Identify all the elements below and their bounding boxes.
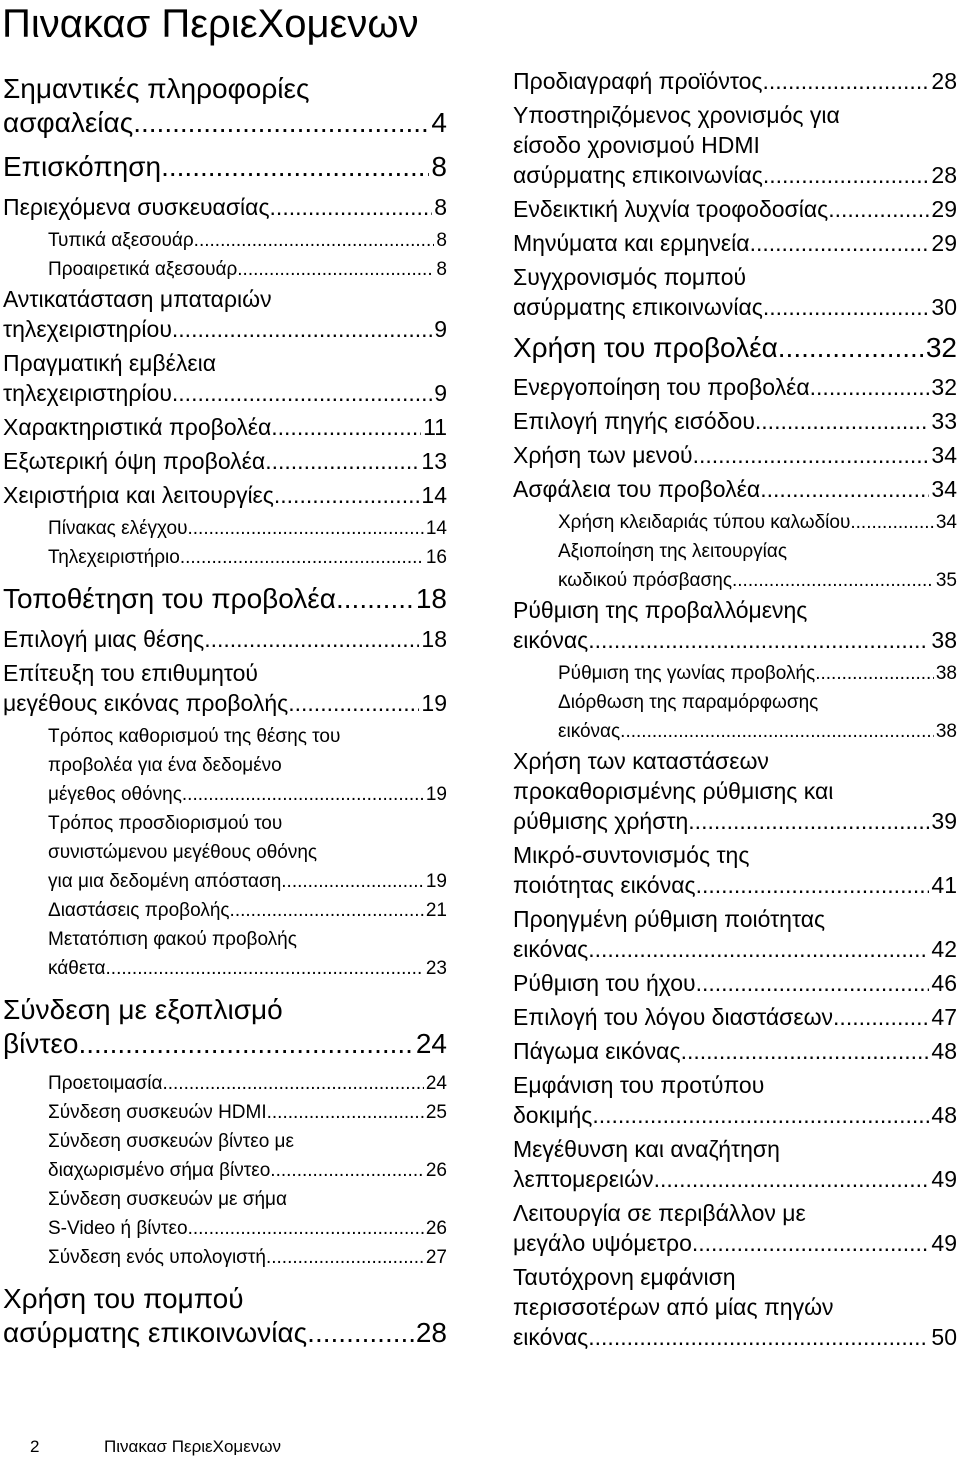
toc-entry-text: εικόνας <box>513 1324 589 1350</box>
toc-entry-text: Τρόπος καθορισμού της θέσης του <box>48 726 341 747</box>
toc-entry[interactable] <box>513 508 957 537</box>
toc-entry-text: Διαστάσεις προβολής <box>48 900 230 921</box>
toc-page-number: 32 <box>925 332 957 363</box>
toc-page-number: 26 <box>425 1218 447 1239</box>
toc-entry[interactable] <box>513 1198 957 1258</box>
toc-entry-text: Χειριστήρια και λειτουργίες <box>3 482 274 508</box>
toc-page-number: 13 <box>421 448 447 474</box>
dot-leader <box>274 480 420 510</box>
toc-page-number: 47 <box>931 1004 957 1030</box>
dot-leader <box>681 1036 930 1066</box>
dot-leader <box>762 66 929 96</box>
toc-entry[interactable] <box>3 284 447 344</box>
toc-entry-text: εικόνας <box>513 627 589 653</box>
toc-page-number: 46 <box>931 970 957 996</box>
toc-page-number: 34 <box>935 512 957 533</box>
toc-entry[interactable] <box>3 1098 447 1127</box>
toc-entry[interactable] <box>513 474 957 504</box>
toc-entry-text: ασύρματης επικοινωνίας <box>513 294 763 320</box>
toc-page-number: 49 <box>931 1166 957 1192</box>
toc-entry[interactable] <box>513 1002 957 1032</box>
toc-entry-text: Σύνδεση με εξοπλισμό <box>3 994 283 1025</box>
toc-entry-text: μεγέθους εικόνας προβολής <box>3 690 289 716</box>
toc-entry-text: Χρήση του προβολέα <box>513 332 778 363</box>
toc-page-number: 29 <box>931 230 957 256</box>
toc-entry[interactable] <box>513 688 957 746</box>
toc-entry[interactable] <box>513 904 957 964</box>
toc-entry[interactable] <box>513 100 957 190</box>
toc-entry[interactable] <box>513 1036 957 1066</box>
toc-page-number: 8 <box>436 230 447 251</box>
toc-page-number: 14 <box>421 482 447 508</box>
dot-leader <box>271 412 421 442</box>
toc-entry[interactable] <box>3 624 447 654</box>
toc-entry-text: Χρήση του πομπού <box>3 1283 244 1314</box>
toc-entry-text: Επίτευξη του επιθυμητού <box>3 660 259 686</box>
toc-entry[interactable] <box>3 192 447 222</box>
toc-entry-text: κάθετα <box>48 958 106 979</box>
toc-entry[interactable] <box>513 406 957 436</box>
toc-entry[interactable] <box>513 746 957 836</box>
footer-title: Πινακασ ΠεριεΧομενων <box>104 1437 282 1456</box>
toc-page-number: 34 <box>931 476 957 502</box>
toc-entry-text: εικόνας <box>558 721 621 742</box>
toc-entry[interactable] <box>513 840 957 900</box>
toc-page-number: 42 <box>931 936 957 962</box>
toc-column-right <box>513 66 957 1356</box>
toc-entry-text: Μηνύματα και ερμηνεία <box>513 230 750 256</box>
toc-entry-text: προκαθορισμένης ρύθμισης και <box>513 778 834 804</box>
dot-leader <box>833 1002 929 1032</box>
dot-leader <box>778 331 924 365</box>
dot-leader <box>696 968 930 998</box>
toc-page-number: 28 <box>931 162 957 188</box>
toc-entry[interactable] <box>3 722 447 809</box>
page-footer <box>0 1434 960 1460</box>
dot-leader <box>688 806 929 836</box>
toc-entry-text: ποιότητας εικόνας <box>513 872 696 898</box>
toc-entry-text: Προετοιμασία <box>48 1073 163 1094</box>
toc-entry-text: τηλεχειριστηρίου <box>3 316 172 342</box>
toc-entry[interactable] <box>3 348 447 408</box>
toc-entry-text: Μεγέθυνση και αναζήτηση <box>513 1136 780 1162</box>
toc-page-number: 38 <box>935 663 957 684</box>
toc-page-number: 28 <box>415 1317 447 1348</box>
dot-leader <box>270 1156 424 1185</box>
dot-leader <box>850 508 934 537</box>
dot-leader <box>760 474 929 504</box>
toc-page-number: 24 <box>415 1028 447 1059</box>
dot-leader <box>654 1164 930 1194</box>
toc-entry-text: Υποστηριζόμενος χρονισμός για <box>513 102 840 128</box>
toc-page-number: 19 <box>425 784 447 805</box>
toc-entry-text: Μετατόπιση φακού προβολής <box>48 929 297 950</box>
dot-leader <box>815 659 934 688</box>
toc-page-number: 32 <box>931 374 957 400</box>
toc-page-number: 35 <box>935 570 957 591</box>
toc-entry-text: Μικρό-συντονισμός της <box>513 842 750 868</box>
dot-leader <box>620 717 934 746</box>
toc-entry-text: τηλεχειριστηρίου <box>3 380 172 406</box>
toc-entry[interactable] <box>3 226 447 255</box>
toc-entry-text: Επισκόπηση <box>3 151 162 182</box>
dot-leader <box>588 934 929 964</box>
dot-leader <box>194 226 435 255</box>
footer-page-number: 2 <box>30 1437 40 1456</box>
dot-leader <box>161 150 429 184</box>
toc-entry[interactable] <box>513 372 957 402</box>
toc-entry-text: συνιστώμενου μεγέθους οθόνης <box>48 842 318 863</box>
toc-entry-text: Εξωτερική όψη προβολέα <box>3 448 266 474</box>
toc-entry-text: Λειτουργία σε περιβάλλον με <box>513 1200 806 1226</box>
toc-entry-text: περισσοτέρων από μίας πηγών <box>513 1294 834 1320</box>
toc-page-number: 14 <box>425 518 447 539</box>
toc-entry[interactable] <box>513 1262 957 1352</box>
toc-page-number: 25 <box>425 1102 447 1123</box>
dot-leader <box>763 292 930 322</box>
toc-entry[interactable] <box>3 1282 447 1350</box>
toc-entry-text: Προδιαγραφή προϊόντος <box>513 68 763 94</box>
toc-entry[interactable] <box>3 1243 447 1272</box>
dot-leader <box>288 688 419 718</box>
toc-page-number: 8 <box>436 259 447 280</box>
toc-entry[interactable] <box>513 968 957 998</box>
toc-entry[interactable] <box>513 262 957 322</box>
toc-page-number: 28 <box>931 68 957 94</box>
toc-entry[interactable] <box>3 925 447 983</box>
toc-entry-text: Πάγωμα εικόνας <box>513 1038 681 1064</box>
dot-leader <box>78 1027 413 1061</box>
toc-page-number: 21 <box>425 900 447 921</box>
toc-entry-text: κωδικού πρόσβασης <box>558 570 732 591</box>
toc-entry[interactable] <box>3 1127 447 1185</box>
dot-leader <box>592 1100 929 1130</box>
toc-entry-text: ρύθμισης χρήστη <box>513 808 689 834</box>
dot-leader <box>696 870 930 900</box>
toc-entry-text: Σύνδεση συσκευών με σήμα <box>48 1189 287 1210</box>
toc-entry[interactable] <box>3 446 447 476</box>
toc-entry-text: προβολέα για ένα δεδομένο <box>48 755 282 776</box>
toc-entry-text: Σύνδεση συσκευών βίντεο με <box>48 1131 294 1152</box>
toc-entry-text: είσοδο χρονισμού HDMI <box>513 132 760 158</box>
toc-page-number: 34 <box>931 442 957 468</box>
toc-entry-text: Ρύθμιση του ήχου <box>513 970 696 996</box>
toc-entry-text: Εμφάνιση του προτύπου <box>513 1072 765 1098</box>
toc-page-number: 48 <box>931 1038 957 1064</box>
dot-leader <box>204 624 419 654</box>
dot-leader <box>237 255 434 284</box>
dot-leader <box>230 896 424 925</box>
toc-entry-text: διαχωρισμένο σήμα βίντεο <box>48 1160 271 1181</box>
toc-entry-text: Σύνδεση ενός υπολογιστή <box>48 1247 266 1268</box>
toc-entry[interactable] <box>3 480 447 510</box>
toc-entry-text: ασύρματης επικοινωνίας <box>513 162 763 188</box>
toc-entry-text: Χρήση των μενού <box>513 442 693 468</box>
page-title: Πινακασ ΠεριεΧομενων <box>2 2 419 46</box>
toc-entry-text: Ταυτόχρονη εμφάνιση <box>513 1264 736 1290</box>
dot-leader <box>188 1214 424 1243</box>
toc-page-number: 9 <box>434 316 447 342</box>
toc-entry-text: μέγεθος οθόνης <box>48 784 182 805</box>
toc-entry[interactable] <box>3 255 447 284</box>
toc-entry[interactable] <box>3 1185 447 1243</box>
toc-entry-text: Προηγμένη ρύθμιση ποιότητας <box>513 906 826 932</box>
toc-page-number: 38 <box>931 627 957 653</box>
toc-entry-text: Ρύθμιση της προβαλλόμενης <box>513 597 808 623</box>
toc-entry-text: Ενεργοποίηση του προβολέα <box>513 374 810 400</box>
toc-page-number: 23 <box>425 958 447 979</box>
dot-leader <box>106 954 424 983</box>
toc-page-number: 33 <box>931 408 957 434</box>
toc-entry-text: Ασφάλεια του προβολέα <box>513 476 761 502</box>
toc-entry-text: Χρήση κλειδαριάς τύπου καλωδίου <box>558 512 851 533</box>
toc-page-number: 19 <box>421 690 447 716</box>
toc-entry-text: Αξιοποίηση της λειτουργίας <box>558 541 788 562</box>
toc-entry-text: Διόρθωση της παραμόρφωσης <box>558 692 819 713</box>
toc-entry-text: Συγχρονισμός πομπού <box>513 264 747 290</box>
toc-page-number: 11 <box>423 414 447 440</box>
toc-entry[interactable] <box>3 1069 447 1098</box>
toc-page-number: 38 <box>935 721 957 742</box>
toc-page-number: 4 <box>431 107 447 138</box>
toc-entry-text: εικόνας <box>513 936 589 962</box>
toc-entry[interactable] <box>3 543 447 572</box>
dot-leader <box>162 1069 423 1098</box>
toc-page-number: 48 <box>931 1102 957 1128</box>
toc-entry[interactable] <box>3 809 447 896</box>
toc-entry-text: δοκιμής <box>513 1102 593 1128</box>
toc-page-number: 24 <box>425 1073 447 1094</box>
dot-leader <box>182 780 424 809</box>
toc-entry-text: Τυπικά αξεσουάρ <box>48 230 194 251</box>
toc-entry[interactable] <box>3 150 447 184</box>
toc-page-number: 16 <box>425 547 447 568</box>
dot-leader <box>336 582 414 616</box>
toc-page-number: 19 <box>425 871 447 892</box>
toc-page-number: 29 <box>931 196 957 222</box>
dot-leader <box>810 372 930 402</box>
toc-entry-text: Τοποθέτηση του προβολέα <box>3 583 336 614</box>
dot-leader <box>270 192 433 222</box>
toc-entry-text: βίντεο <box>3 1028 79 1059</box>
toc-entry[interactable] <box>513 228 957 258</box>
toc-entry-text: Σύνδεση συσκευών HDMI <box>48 1102 267 1123</box>
dot-leader <box>172 314 432 344</box>
dot-leader <box>692 1228 930 1258</box>
toc-entry[interactable] <box>3 412 447 442</box>
dot-leader <box>750 228 930 258</box>
dot-leader <box>133 106 429 140</box>
dot-leader <box>307 1316 414 1350</box>
dot-leader <box>267 1098 424 1127</box>
dot-leader <box>281 867 424 896</box>
toc-entry-text: Επιλογή μιας θέσης <box>3 626 205 652</box>
dot-leader <box>693 440 930 470</box>
dot-leader <box>180 543 424 572</box>
dot-leader <box>828 194 929 224</box>
toc-entry-text: λεπτομερειών <box>513 1166 654 1192</box>
toc-entry[interactable] <box>513 194 957 224</box>
toc-entry[interactable] <box>3 514 447 543</box>
toc-entry-text: Ενδεικτική λυχνία τροφοδοσίας <box>513 196 829 222</box>
toc-entry-text: Επιλογή του λόγου διαστάσεων <box>513 1004 834 1030</box>
toc-entry-text: Επιλογή πηγής εισόδου <box>513 408 755 434</box>
toc-entry-text: Πραγματική εμβέλεια <box>3 350 217 376</box>
dot-leader <box>755 406 930 436</box>
dot-leader <box>588 625 929 655</box>
toc-entry[interactable] <box>513 66 957 96</box>
dot-leader <box>265 446 419 476</box>
toc-page-number: 49 <box>931 1230 957 1256</box>
toc-entry[interactable] <box>513 331 957 365</box>
toc-entry-text: Προαιρετικά αξεσουάρ <box>48 259 238 280</box>
toc-page-number: 18 <box>421 626 447 652</box>
toc-entry[interactable] <box>513 595 957 655</box>
toc-page-number: 8 <box>434 194 447 220</box>
toc-entry[interactable] <box>513 440 957 470</box>
toc-page-number: 9 <box>434 380 447 406</box>
toc-entry-text: ασύρματης επικοινωνίας <box>3 1317 308 1348</box>
toc-entry-text: Χρήση των καταστάσεων <box>513 748 769 774</box>
toc-entry[interactable] <box>3 993 447 1061</box>
toc-entry-text: Χαρακτηριστικά προβολέα <box>3 414 272 440</box>
toc-entry-text: μεγάλο υψόμετρο <box>513 1230 692 1256</box>
toc-page-number: 39 <box>931 808 957 834</box>
toc-entry-text: S-Video ή βίντεο <box>48 1218 188 1239</box>
toc-entry-text: Τρόπος προσδιορισμού του <box>48 813 283 834</box>
toc-entry[interactable] <box>513 1134 957 1194</box>
toc-page-number: 50 <box>931 1324 957 1350</box>
toc-entry-text: Αντικατάσταση μπαταριών <box>3 286 272 312</box>
toc-entry-text: Σημαντικές πληροφορίες <box>3 73 310 104</box>
toc-page-number: 41 <box>931 872 957 898</box>
toc-entry[interactable] <box>513 537 957 595</box>
toc-entry[interactable] <box>513 659 957 688</box>
dot-leader <box>187 514 423 543</box>
toc-entry[interactable] <box>3 658 447 718</box>
toc-page-number: 27 <box>425 1247 447 1268</box>
toc-entry-text: για μια δεδομένη απόσταση <box>48 871 282 892</box>
toc-entry[interactable] <box>3 72 447 140</box>
toc-page-number: 26 <box>425 1160 447 1181</box>
toc-column-left <box>3 62 447 1358</box>
dot-leader <box>763 160 930 190</box>
toc-entry-text: Περιεχόμενα συσκευασίας <box>3 194 270 220</box>
toc-entry[interactable] <box>513 1070 957 1130</box>
dot-leader <box>172 378 432 408</box>
toc-page-number: 18 <box>415 583 447 614</box>
toc-entry-text: ασφαλείας <box>3 107 134 138</box>
dot-leader <box>732 566 934 595</box>
toc-entry-text: Τηλεχειριστήριο <box>48 547 180 568</box>
toc-entry[interactable] <box>3 582 447 616</box>
dot-leader <box>588 1322 929 1352</box>
toc-entry-text: Πίνακας ελέγχου <box>48 518 188 539</box>
toc-page-number: 30 <box>931 294 957 320</box>
toc-entry-text: Ρύθμιση της γωνίας προβολής <box>558 663 816 684</box>
dot-leader <box>266 1243 424 1272</box>
toc-page-number: 8 <box>431 151 447 182</box>
toc-entry[interactable] <box>3 896 447 925</box>
